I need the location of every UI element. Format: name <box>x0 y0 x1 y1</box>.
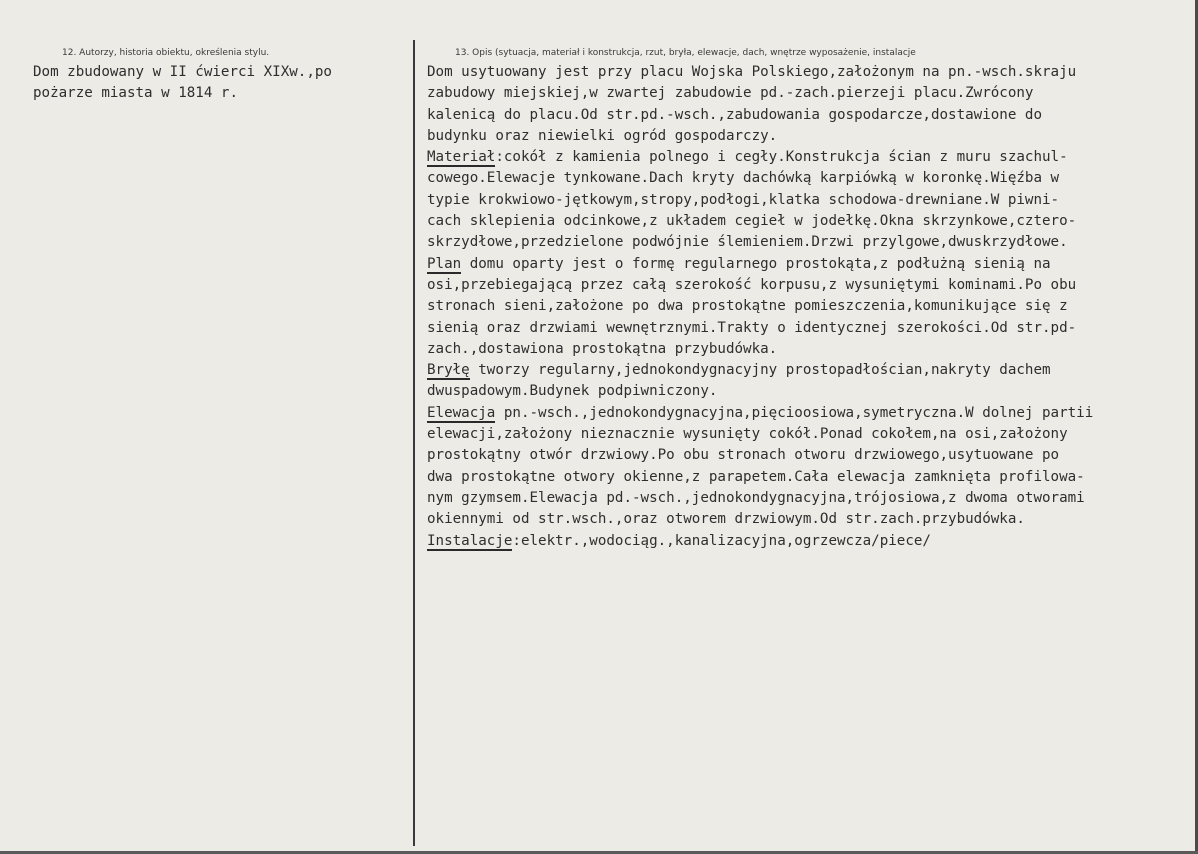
instalacje-line-rest: :elektr.,wodociąg.,kanalizacyjna,ogrzewcza/piece/ <box>512 532 931 549</box>
plan-first-line-rest: domu oparty jest o formę regularnego prostokąta,z podłużną sienią na <box>461 255 1051 272</box>
text-line: cach sklepienia odcinkowe,z układem cegieł w jodełkę.Okna skrzynkowe,cztero- <box>427 213 1077 230</box>
text-line: okiennymi od str.wsch.,oraz otworem drzwiowym.Od str.zach.przybudówka. <box>427 511 1025 528</box>
material-first-line <box>427 147 1093 168</box>
text-line: elewacji,założony nieznacznie wysunięty cokół.Ponad cokołem,na osi,założony <box>427 426 1068 443</box>
text-line: skrzydłowe,przedzielone podwójnie ślemieniem.Drzwi przylgowe,dwuskrzydłowe. <box>427 234 1068 251</box>
text-line: Dom zbudowany w II ćwierci XIXw.,po <box>33 64 332 80</box>
section-13-heading: 13. Opis (sytuacja, materiał i konstrukcja, rzut, bryła, elewacje, dach, wnętrze wyposażenie, instalacje <box>455 48 916 58</box>
column-divider <box>413 40 415 846</box>
text-line: zach.,dostawiona prostokątna przybudówka. <box>427 340 778 357</box>
bryla-first-line-rest: tworzy regularny,jednokondygnacyjny prostopadłościan,nakryty dachem <box>469 362 1051 379</box>
text-line: sienią oraz drzwiami wewnętrznymi.Trakty o identycznej szerokości.Od str.pd- <box>427 319 1077 336</box>
text-line: stronach sieni,założone po dwa prostokątne pomieszczenia,komunikujące się z <box>427 298 1068 315</box>
text-line: budynku oraz niewielki ogród gospodarczy. <box>427 127 778 144</box>
text-line: nym gzymsem.Elewacja pd.-wsch.,jednokondygnacyjna,trójosiowa,z dwoma otworami <box>427 489 1085 506</box>
text-line: osi,przebiegającą przez całą szerokość korpusu,z wysuniętymi kominami.Po obu <box>427 276 1077 293</box>
text-line: dwa prostokątne otwory okienne,z parapetem.Cała elewacja zamknięta profilowa- <box>427 468 1085 485</box>
text-line: zabudowy miejskiej,w zwartej zabudowie pd.-zach.pierzeji placu.Zwrócony <box>427 85 1034 102</box>
text-line: cowego.Elewacje tynkowane.Dach kryty dachówką karpiówką w koronkę.Więźba w <box>427 170 1060 187</box>
text-line: kalenicą do placu.Od str.pd.-wsch.,zabudowania gospodarcze,dostawione do <box>427 106 1042 123</box>
elewacja-first-line-rest: pn.-wsch.,jednokondygnacyjna,pięcioosiowa,symetryczna.W dolnej partii <box>495 404 1094 421</box>
text-line: Dom usytuowany jest przy placu Wojska Polskiego,założonym na pn.-wsch.skraju <box>427 64 1077 80</box>
material-first-line-rest: :cokół z kamienia polnego i cegły.Konstrukcja ścian z muru szachul- <box>495 149 1068 166</box>
text-line: typie krokwiowo-jętkowym,stropy,podłogi,klatka schodowa-drewniane.W piwni- <box>427 191 1060 208</box>
section-12-heading: 12. Autorzy, historia obiektu, określenia stylu. <box>62 48 270 58</box>
instalacje-line <box>427 531 1093 552</box>
bryla-label: Bryłę <box>427 362 470 379</box>
section-13-text <box>427 62 1093 552</box>
text-line: prostokątny otwór drzwiowy.Po obu stronach otworu drzwiowego,usytuowane po <box>427 447 1060 464</box>
section-12-text <box>33 62 332 105</box>
text-line: pożarze miasta w 1814 r. <box>33 85 238 102</box>
elewacja-first-line <box>427 403 1093 424</box>
elewacja-label: Elewacja <box>427 404 496 421</box>
plan-first-line <box>427 254 1093 275</box>
instalacje-label: Instalacje <box>427 532 513 549</box>
material-label: Materiał <box>427 149 496 166</box>
text-line: dwuspadowym.Budynek podpiwniczony. <box>427 383 718 400</box>
plan-label: Plan <box>427 255 462 272</box>
bryla-first-line <box>427 360 1093 381</box>
